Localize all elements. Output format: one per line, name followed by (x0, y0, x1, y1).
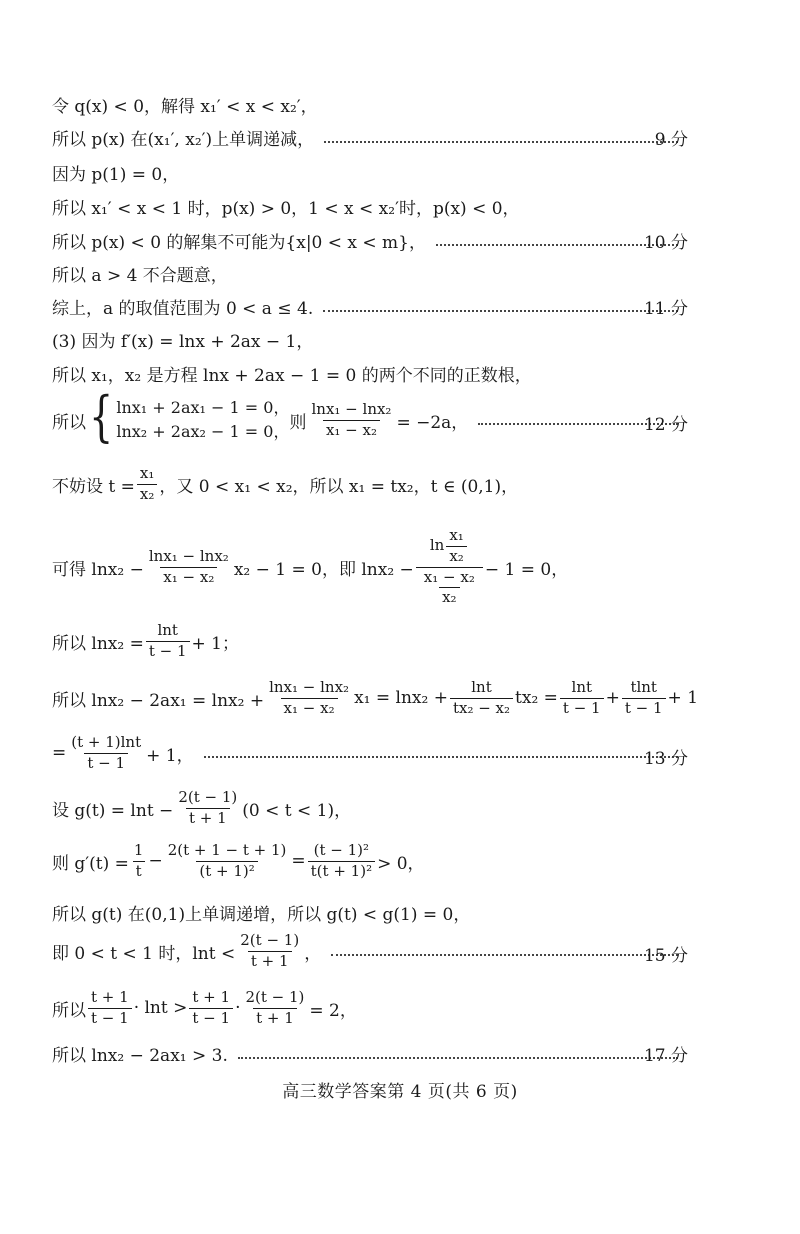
line-10 (52, 385, 688, 448)
numerator: 2(t − 1) (240, 931, 300, 949)
dot-leader (323, 310, 678, 312)
fraction (450, 680, 513, 717)
line-text: 所以 p(x) < 0 的解集不可能为{x|0 < x < m}， (52, 233, 426, 253)
denominator: x₂ (439, 587, 459, 606)
dot-leader (324, 141, 678, 143)
denominator: t − 1 (560, 698, 604, 717)
line-text: = 2， (309, 1000, 357, 1021)
line-text: 所以 g(t) 在(0,1)上单调递增，所以 g(t) < g(1) = 0， (52, 905, 471, 925)
page-footer: 高三数学答案第 4 页(共 6 页) (282, 1082, 518, 1102)
fraction (308, 843, 375, 880)
line-16 (52, 790, 688, 827)
fraction (88, 990, 132, 1027)
line-4 (52, 194, 688, 219)
numerator: (t − 1)² (313, 841, 370, 859)
system-rows (116, 396, 289, 444)
dot-leader (238, 1057, 678, 1059)
line-text: 所以 lnx₂ − 2ax₁ > 3. (52, 1046, 228, 1066)
fraction (131, 843, 147, 880)
line-content (52, 623, 239, 660)
numerator: 2(t + 1 − t + 1) (167, 841, 287, 859)
line-21 (52, 1041, 688, 1066)
line-text: 所以 lnx₂ = (52, 633, 144, 654)
denominator: t + 1 (253, 1008, 297, 1027)
line-text: = (291, 851, 306, 872)
line-5 (52, 228, 688, 253)
line-12 (52, 528, 688, 606)
line-text: 所以 a > 4 不合题意， (52, 266, 228, 286)
line-content (52, 735, 194, 772)
line-text: 综上，a 的取值范围为 0 < a ≤ 4. (52, 299, 314, 319)
inner-fraction (421, 567, 478, 607)
fraction (266, 680, 352, 717)
line-text: 所以 lnx₂ − 2ax₁ = lnx₂ + (52, 690, 265, 711)
score-13: 13 分 (643, 749, 688, 769)
numerator: 2(t − 1) (245, 988, 305, 1006)
line-text: > 0， (377, 853, 425, 874)
numerator: t + 1 (91, 988, 129, 1006)
numerator: t + 1 (192, 988, 231, 1006)
line-text: 令 q(x) < 0，解得 x₁′ < x < x₂′， (52, 97, 318, 117)
line-text: 可得 lnx₂ − (52, 559, 144, 580)
line-15 (52, 735, 688, 772)
line-text: 所以 p(x) 在(x₁′, x₂′)上单调递减， (52, 130, 315, 150)
denominator: x₂ (446, 546, 466, 565)
line-text: ，又 0 < x₁ < x₂，所以 x₁ = tx₂，t ∈ (0,1)， (159, 476, 519, 497)
denominator: x₁ − x₂ (281, 698, 338, 717)
score-17: 17 分 (643, 1046, 688, 1066)
line-11 (52, 466, 688, 503)
fraction (68, 735, 144, 772)
line-text: 则 g′(t) = (52, 853, 129, 874)
ln-label: ln (429, 536, 445, 555)
line-text: + (605, 688, 620, 709)
numerator: lnt (157, 621, 178, 639)
line-text: · (235, 998, 241, 1019)
line-text: x₂ − 1 = 0，即 lnx₂ − (233, 559, 414, 580)
fraction (137, 466, 157, 503)
denominator: t (133, 861, 145, 880)
denominator: t + 1 (248, 951, 292, 970)
line-text: 所以 x₁，x₂ 是方程 lnx + 2ax − 1 = 0 的两个不同的正数根， (52, 366, 532, 386)
denominator: t − 1 (84, 753, 128, 772)
numerator: 1 (133, 841, 144, 859)
equation-system (52, 385, 469, 448)
line-text: tx₂ = (515, 688, 558, 709)
left-brace: { (89, 385, 114, 448)
line-text: + 1； (191, 633, 239, 654)
line-6 (52, 261, 688, 286)
line-text: 则 (289, 412, 307, 433)
score-11: 11 分 (643, 299, 688, 319)
denominator (416, 567, 483, 607)
line-text: 不妨设 t = (52, 476, 135, 497)
line-3 (52, 160, 688, 185)
fraction (146, 546, 232, 586)
numerator: 2(t − 1) (178, 788, 238, 806)
numerator: lnt (471, 678, 492, 696)
denominator: t(t + 1)² (308, 861, 375, 880)
system-row-2: lnx₂ + 2ax₂ − 1 = 0， (116, 422, 290, 441)
denominator: t − 1 (146, 641, 190, 660)
line-1 (52, 92, 688, 117)
line-7 (52, 294, 688, 319)
numerator: lnx₁ − lnx₂ (269, 678, 350, 696)
line-text: + 1， (146, 745, 194, 766)
score-12: 12 分 (643, 415, 688, 435)
numerator: lnx₁ − lnx₂ (311, 399, 392, 418)
score-9: 9 分 (654, 130, 688, 150)
line-content (52, 990, 357, 1027)
numerator: x₁ (139, 464, 155, 482)
denominator: t − 1 (88, 1008, 132, 1027)
denominator: t − 1 (189, 1008, 233, 1027)
fraction (165, 843, 290, 880)
line-text: 因为 p(1) = 0， (52, 165, 180, 185)
line-9 (52, 361, 688, 386)
numerator: x₁ (449, 526, 464, 544)
numerator (427, 528, 472, 567)
fraction (308, 399, 394, 439)
line-14 (52, 678, 699, 717)
line-text: x₁ = lnx₂ + (354, 688, 448, 709)
line-20 (52, 990, 688, 1027)
line-content (52, 528, 568, 606)
inner-fraction (446, 528, 466, 565)
line-content (52, 680, 698, 717)
line-text: 设 g(t) = lnt − (52, 800, 174, 821)
fraction (175, 790, 240, 827)
line-13 (52, 623, 688, 660)
line-text: = (52, 743, 67, 764)
denominator: (t + 1)² (196, 861, 257, 880)
denominator: x₁ − x₂ (160, 567, 217, 586)
denominator: x₁ − x₂ (323, 420, 380, 439)
fraction (622, 680, 666, 717)
line-8 (52, 327, 688, 352)
line-content (52, 466, 518, 503)
numerator: tlnt (630, 678, 657, 696)
fraction (189, 990, 233, 1027)
line-text: (3) 因为 f′(x) = lnx + 2ax − 1， (52, 332, 314, 352)
line-text: + 1 (667, 688, 699, 709)
line-text: (0 < t < 1)， (242, 800, 352, 821)
fraction (146, 623, 190, 660)
line-text: = −2a， (396, 412, 469, 433)
dot-leader (436, 244, 678, 246)
score-10: 10 分 (643, 233, 688, 253)
line-18 (52, 900, 688, 925)
fraction (237, 933, 302, 970)
dot-leader (204, 756, 678, 758)
line-2 (52, 125, 688, 150)
system-row-1: lnx₁ + 2ax₁ − 1 = 0， (116, 398, 290, 417)
dot-leader (331, 954, 678, 956)
line-17 (52, 843, 688, 880)
line-text: − 1 = 0， (484, 559, 569, 580)
denominator: tx₂ − x₂ (450, 698, 513, 717)
denominator: t + 1 (186, 808, 230, 827)
line-content (52, 790, 351, 827)
denominator: x₂ (137, 484, 157, 503)
fraction (242, 990, 307, 1027)
score-15: 15 分 (643, 946, 688, 966)
line-text: − (148, 851, 163, 872)
line-text: 所以 (52, 1000, 86, 1021)
line-text: 所以 x₁′ < x < 1 时，p(x) > 0，1 < x < x₂′时，p(x) < 0， (52, 199, 520, 219)
fraction (560, 680, 604, 717)
numerator: x₁ − x₂ (423, 567, 475, 586)
line-text: · lnt > (133, 998, 188, 1019)
compound-fraction (416, 528, 483, 606)
numerator: lnt (571, 678, 593, 696)
line-text: 即 0 < t < 1 时，lnt < (52, 943, 236, 964)
denominator: t − 1 (622, 698, 666, 717)
numerator: (t + 1)lnt (71, 733, 142, 751)
line-text: 所以 (52, 412, 86, 433)
numerator: lnx₁ − lnx₂ (148, 546, 229, 565)
line-text: ， (304, 943, 322, 964)
line-19 (52, 933, 688, 970)
line-content (52, 933, 321, 970)
line-content (52, 843, 425, 880)
